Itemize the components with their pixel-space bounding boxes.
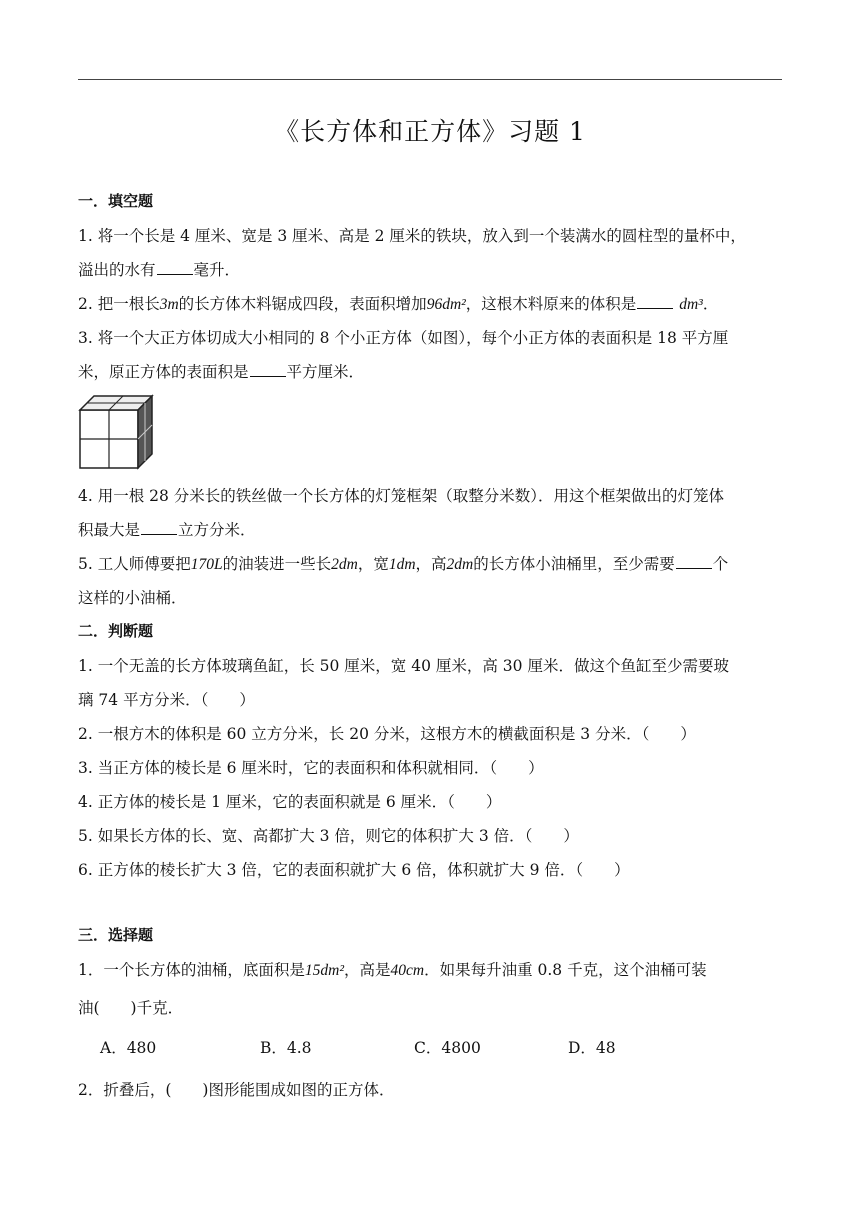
tf-q1-line1: 1. 一个无盖的长方体玻璃鱼缸，长 50 厘米，宽 40 厘米，高 30 厘米．做这个鱼缸至少需要玻 — [78, 657, 729, 675]
choice-q1-line2: 油( )千克． — [78, 999, 184, 1017]
fill-q2: 2. 把一根长3m的长方体木料锯成四段，表面积增加96dm²，这根木料原来的体积是 dm³． — [78, 295, 719, 313]
fill-q4-line1: 4. 用一根 28 分米长的铁丝做一个长方体的灯笼框架（取整分米数）．用这个框架做出的灯笼体 — [78, 487, 725, 505]
fill-q5-line1: 5. 工人师傅要把170L的油装进一些长2dm，宽1dm，高2dm的长方体小油桶里，至少需要 个 — [78, 555, 729, 573]
option-d[interactable]: D．48 — [568, 1039, 616, 1057]
tf-q1-line2: 璃 74 平方分米．（ ） — [78, 691, 255, 709]
fill-q1-line2: 溢出的水有 毫升． — [78, 261, 241, 279]
option-c[interactable]: C．4800 — [414, 1039, 481, 1057]
fill-q3-line2: 米，原正方体的表面积是 平方厘米． — [78, 363, 365, 381]
fill-q3-line1: 3. 将一个大正方体切成大小相同的 8 个小正方体（如图），每个小正方体的表面积是 18 平方厘 — [78, 329, 729, 347]
answer-blank[interactable] — [141, 520, 177, 535]
fill-q4-line2: 积最大是 立方分米． — [78, 521, 256, 539]
section-heading-true-false: 二．判断题 — [78, 622, 154, 640]
answer-blank[interactable] — [157, 260, 193, 275]
tf-q4: 4. 正方体的棱长是 1 厘米，它的表面积就是 6 厘米．（ ） — [78, 793, 502, 811]
answer-blank[interactable] — [676, 554, 712, 569]
tf-q3: 3. 当正方体的棱长是 6 厘米时，它的表面积和体积就相同．（ ） — [78, 759, 544, 777]
page-title: 《长方体和正方体》习题 1 — [274, 117, 586, 146]
tf-q5: 5. 如果长方体的长、宽、高都扩大 3 倍，则它的体积扩大 3 倍．（ ） — [78, 827, 579, 845]
option-a[interactable]: A．480 — [100, 1039, 157, 1057]
choice-q2: 2．折叠后，( )图形能围成如图的正方体． — [78, 1081, 395, 1099]
answer-blank[interactable] — [250, 362, 286, 377]
cube-figure — [78, 394, 158, 470]
option-b[interactable]: B．4.8 — [260, 1039, 312, 1057]
tf-q6: 6. 正方体的棱长扩大 3 倍，它的表面积就扩大 6 倍，体积就扩大 9 倍．（ ） — [78, 861, 630, 879]
fill-q1-line1: 1. 将一个长是 4 厘米、宽是 3 厘米、高是 2 厘米的铁块，放入到一个装满水的圆柱型的量杯中， — [78, 227, 746, 245]
section-heading-choice: 三．选择题 — [78, 926, 154, 944]
fill-q5-line2: 这样的小油桶． — [78, 589, 187, 607]
section-heading-fill-blank: 一．填空题 — [78, 192, 154, 210]
header-rule — [78, 79, 782, 80]
answer-blank[interactable] — [637, 294, 673, 309]
choice-q1-line1: 1．一个长方体的油桶，底面积是15dm²，高是40cm．如果每升油重 0.8 千克，这个油桶可装 — [78, 961, 707, 979]
tf-q2: 2. 一根方木的体积是 60 立方分米，长 20 分米，这根方木的横截面积是 3 分米．（ ） — [78, 725, 696, 743]
